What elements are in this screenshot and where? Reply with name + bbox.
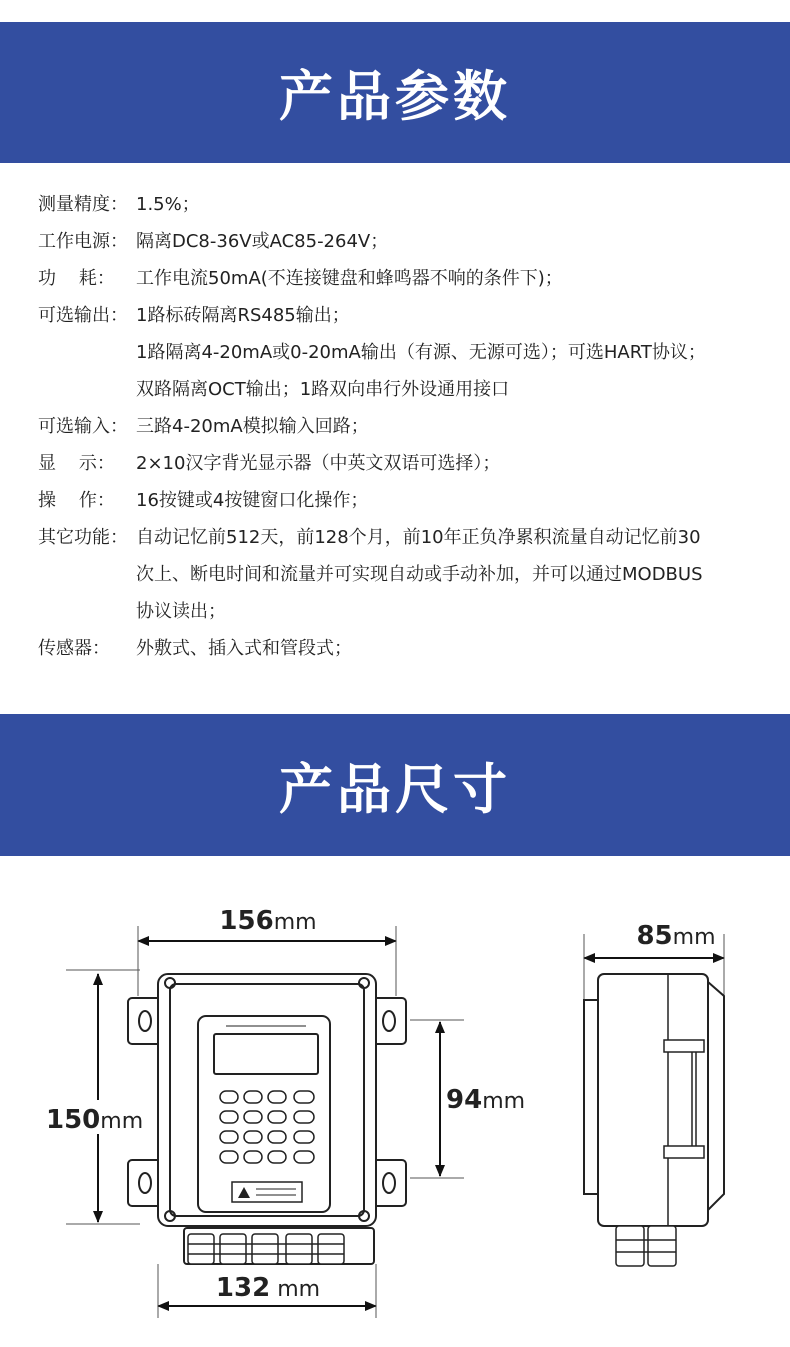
spec-label: 功 耗： [38, 268, 115, 289]
spec-label: 其它功能： [38, 527, 128, 548]
spec-value: 1路标砖隔离RS485输出； [136, 305, 350, 326]
spec-row [38, 297, 783, 334]
spec-value: 1.5%； [136, 194, 200, 215]
spec-value: 双路隔离OCT输出；1路双向串行外设通用接口 [136, 379, 510, 400]
spec-value: 2×10汉字背光显示器（中英文双语可选择）； [136, 453, 501, 474]
spec-row [38, 482, 783, 519]
spec-value: 自动记忆前512天，前128个月，前10年正负净累积流量自动记忆前30 [136, 527, 701, 548]
spec-row [38, 519, 783, 556]
spec-label [38, 334, 136, 371]
dim-width-bottom: 132 mm [215, 1273, 321, 1303]
section-header-dimensions [0, 714, 790, 856]
spec-row [38, 556, 783, 593]
spec-label [38, 371, 136, 408]
spec-value: 工作电流50mA(不连接键盘和蜂鸣器不响的条件下)； [136, 268, 563, 289]
spec-value: 次上、断电时间和流量并可实现自动或手动补加，并可以通过MODBUS [136, 564, 703, 585]
spec-row [38, 186, 783, 223]
spec-value: 16按键或4按键窗口化操作； [136, 490, 369, 511]
dim-mount-height: 94mm [446, 1085, 526, 1115]
dim-width-top: 156mm [219, 906, 317, 936]
spec-value: 1路隔离4-20mA或0-20mA输出（有源、无源可选）；可选HART协议； [136, 342, 706, 363]
spec-label [38, 593, 136, 630]
spec-label: 操 作： [38, 490, 115, 511]
section-title: 产品尺寸 [279, 757, 511, 821]
section-header-parameters [0, 22, 790, 163]
spec-value: 三路4-20mA模拟输入回路； [136, 416, 369, 437]
section-title: 产品参数 [279, 65, 511, 128]
device-side-view [584, 974, 724, 1266]
spec-row [38, 593, 783, 630]
spec-label: 显 示： [38, 453, 115, 474]
spec-value: 协议读出； [136, 601, 226, 622]
spec-value: 隔离DC8-36V或AC85-264V； [136, 231, 389, 252]
spec-row [38, 260, 783, 297]
spec-label: 可选输入： [38, 416, 128, 437]
spec-row [38, 408, 783, 445]
device-front-view [128, 974, 406, 1264]
dim-height: 150mm [46, 1105, 144, 1135]
spec-list [38, 186, 783, 667]
spec-row [38, 630, 783, 667]
spec-value: 外敷式、插入式和管段式； [136, 638, 352, 659]
spec-label [38, 556, 136, 593]
dimension-drawing [0, 856, 790, 1347]
dim-depth: 85mm [636, 921, 716, 951]
spec-row [38, 334, 783, 371]
spec-label: 测量精度： [38, 194, 128, 215]
spec-label: 传感器： [38, 638, 110, 659]
spec-row [38, 445, 783, 482]
spec-label: 工作电源： [38, 231, 128, 252]
spec-row [38, 223, 783, 260]
spec-row [38, 371, 783, 408]
cable-glands-front [188, 1234, 344, 1264]
spec-label: 可选输出： [38, 305, 128, 326]
